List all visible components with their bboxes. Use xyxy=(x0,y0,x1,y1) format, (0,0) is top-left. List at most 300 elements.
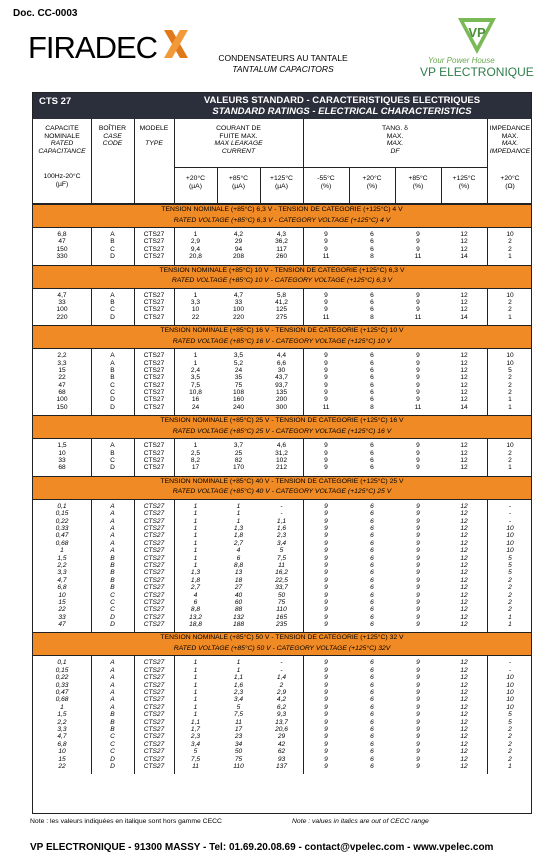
table-cell: 6 xyxy=(370,561,374,569)
table-cell: 12 xyxy=(460,740,468,748)
table-cell: CTS27 xyxy=(143,374,165,382)
table-cell: CTS27 xyxy=(143,359,165,367)
table-row xyxy=(33,711,531,718)
table-cell: 2,2 xyxy=(57,718,67,726)
table-cell: 9 xyxy=(324,598,328,606)
table-cell: 36,2 xyxy=(275,238,288,246)
table-cell: 2,3 xyxy=(233,689,244,697)
table-cell: 6 xyxy=(370,381,374,389)
table-cell: - xyxy=(508,666,512,674)
table-cell: 29 xyxy=(234,238,243,246)
table-cell: 12 xyxy=(460,621,468,629)
header-df-m55: -55°C (%) xyxy=(317,175,335,190)
table-row xyxy=(33,555,531,562)
table-cell: 9 xyxy=(416,532,420,540)
table-cell: 15 xyxy=(58,366,66,374)
table-body xyxy=(33,204,531,774)
table-row xyxy=(33,518,531,525)
table-cell: 1,5 xyxy=(57,442,67,450)
table-cell: 6 xyxy=(370,524,374,532)
table-cell: CTS27 xyxy=(143,352,165,360)
table-cell: 1 xyxy=(193,359,198,367)
table-cell: 11 xyxy=(322,313,330,321)
table-cell: - xyxy=(280,659,283,667)
table-cell: B xyxy=(110,238,115,246)
table-cell: 15 xyxy=(58,598,66,606)
table-cell: 6 xyxy=(370,464,374,472)
table-cell: 22,5 xyxy=(275,576,288,584)
table-cell: 6 xyxy=(370,449,374,457)
table-cell: 62 xyxy=(277,748,286,756)
table-cell: 12 xyxy=(460,457,468,465)
table-cell: 117 xyxy=(276,245,287,253)
table-cell: 220 xyxy=(232,313,244,321)
table-cell: 1 xyxy=(236,502,241,510)
table-cell: 3,4 xyxy=(233,696,244,704)
table-cell: 125 xyxy=(275,306,287,314)
table-cell: 11 xyxy=(322,253,330,261)
table-cell: 9 xyxy=(416,396,420,404)
vp-logo-icon xyxy=(454,10,500,56)
voltage-band-fr: TENSION NOMINALE (+85°C) 6,3 V - TENSION DE CATEGORIE (+125°C) 4 V xyxy=(161,206,403,213)
table-cell: 6 xyxy=(370,231,374,238)
voltage-group xyxy=(33,500,531,633)
table-cell: 12 xyxy=(460,762,468,770)
table-row xyxy=(33,667,531,674)
table-cell: 10 xyxy=(191,306,200,314)
table-row xyxy=(33,592,531,599)
table-cell: 22 xyxy=(191,313,200,321)
table-cell: 12 xyxy=(460,591,468,599)
table-cell: 12 xyxy=(460,464,468,472)
table-cell: 108 xyxy=(232,389,244,397)
table-cell: 9 xyxy=(416,374,420,382)
table-row xyxy=(33,231,531,238)
table-row xyxy=(33,503,531,510)
table-cell: CTS27 xyxy=(143,532,165,540)
table-cell: 6 xyxy=(370,681,374,689)
table-cell: 6 xyxy=(370,238,374,246)
table-cell: - xyxy=(280,510,283,518)
table-cell: 9 xyxy=(416,740,420,748)
table-cell: B xyxy=(110,718,115,726)
table-cell: 6 xyxy=(370,733,374,741)
table-cell: 4,7 xyxy=(57,576,67,584)
table-cell: CTS27 xyxy=(143,689,165,697)
table-cell: 110 xyxy=(276,606,287,614)
table-cell: 9 xyxy=(324,576,328,584)
voltage-group xyxy=(33,439,531,476)
table-cell: CTS27 xyxy=(143,366,165,374)
table-cell: 9 xyxy=(324,762,328,770)
table-cell: 260 xyxy=(275,253,287,261)
table-cell: 9 xyxy=(416,576,420,584)
table-cell: A xyxy=(110,703,115,711)
firadec-x-logo-icon xyxy=(164,30,188,58)
table-row xyxy=(33,299,531,306)
table-row xyxy=(33,396,531,403)
voltage-band-fr: TENSION NOMINALE (+85°C) 16 V - TENSION DE CATEGORIE (+125°C) 10 V xyxy=(160,327,404,335)
table-cell: 22 xyxy=(58,374,66,382)
table-cell: 9 xyxy=(416,449,420,457)
table-cell: 9 xyxy=(416,674,420,682)
table-cell: A xyxy=(110,231,115,238)
table-cell: 1,8 xyxy=(233,532,244,540)
table-cell: 1,7 xyxy=(190,725,201,733)
table-row xyxy=(33,389,531,396)
table-cell: 1 xyxy=(508,464,512,472)
table-cell: 20,8 xyxy=(189,253,202,261)
table-cell: 6 xyxy=(370,359,374,367)
table-cell: D xyxy=(110,253,115,261)
table-cell: 12 xyxy=(460,659,468,667)
table-cell: A xyxy=(110,359,115,367)
table-cell: 0,22 xyxy=(55,674,69,682)
table-cell: 4,3 xyxy=(276,231,287,238)
table-cell: 24 xyxy=(234,366,243,374)
subtitle xyxy=(208,53,358,75)
table-cell: 9 xyxy=(324,718,328,726)
table-cell: 9 xyxy=(324,442,328,450)
table-cell: C xyxy=(110,381,115,389)
table-cell: 1,8 xyxy=(190,576,201,584)
table-cell: C xyxy=(110,245,115,253)
voltage-band-en: RATED VOLTAGE (+85°C) 16 V - CATEGORY VOLTAGE (+125°C) 10 V xyxy=(172,337,392,345)
table-cell: 1,1 xyxy=(276,517,287,525)
table-cell: CTS27 xyxy=(143,389,165,397)
table-cell: 9 xyxy=(324,613,328,621)
table-cell: 188 xyxy=(232,621,244,629)
note-fr: Note : les valeurs indiquées en italique sont hors gamme CECC xyxy=(30,818,222,825)
table-cell: 6 xyxy=(370,755,374,763)
table-cell: 23 xyxy=(234,733,243,741)
table-cell: 137 xyxy=(275,762,287,770)
table-cell: 9 xyxy=(416,359,420,367)
vp-logo xyxy=(420,10,534,85)
table-cell: CTS27 xyxy=(143,696,165,704)
table-cell: 12 xyxy=(460,291,468,299)
table-cell: 9 xyxy=(416,298,420,306)
voltage-band xyxy=(33,632,531,656)
table-cell: 6 xyxy=(370,659,374,667)
table-cell: 6 xyxy=(370,291,374,299)
table-cell: 29 xyxy=(277,733,286,741)
ratings-table xyxy=(32,92,532,814)
voltage-group xyxy=(33,228,531,265)
table-cell: 1 xyxy=(193,659,198,667)
table-cell: 9 xyxy=(416,591,420,599)
table-cell: CTS27 xyxy=(143,238,165,246)
table-cell: 9 xyxy=(324,755,328,763)
table-cell: CTS27 xyxy=(143,510,165,518)
table-cell: CTS27 xyxy=(143,313,165,321)
table-cell: 12 xyxy=(460,696,468,704)
table-cell: CTS27 xyxy=(143,396,165,404)
table-row xyxy=(33,253,531,260)
header-case-code: BOÎTIER CASE CODE xyxy=(98,125,127,148)
table-row xyxy=(33,314,531,321)
table-cell: - xyxy=(508,517,512,525)
table-cell: 11 xyxy=(192,762,199,770)
table-cell: 12 xyxy=(460,598,468,606)
table-cell: 3,3 xyxy=(57,359,67,367)
table-cell: 11 xyxy=(322,403,330,411)
header-impedance: IMPEDANCE MAX. MAX. IMPEDANCE xyxy=(489,125,531,155)
table-cell: 9 xyxy=(416,755,420,763)
table-cell: 12 xyxy=(460,539,468,547)
table-cell: 1,5 xyxy=(57,711,67,719)
table-cell: 4,7 xyxy=(233,291,244,299)
table-cell: 9 xyxy=(324,547,328,555)
table-cell: 50 xyxy=(234,748,243,756)
table-cell: A xyxy=(110,524,115,532)
table-cell: 47 xyxy=(58,238,66,246)
table-cell: CTS27 xyxy=(143,725,165,733)
table-cell: 3,5 xyxy=(233,352,244,360)
table-cell: 35 xyxy=(234,374,243,382)
table-cell: CTS27 xyxy=(143,674,165,682)
table-cell: 75 xyxy=(234,381,243,389)
table-cell: 4,7 xyxy=(57,733,67,741)
footer-contact: VP ELECTRONIQUE - 91300 MASSY - Tel: 01.69.20.08.69 - contact@vpelec.com - www.vpelec.com xyxy=(30,842,494,853)
table-cell: CTS27 xyxy=(143,306,165,314)
table-cell: CTS27 xyxy=(143,681,165,689)
voltage-band-en: RATED VOLTAGE (+85°C) 10 V - CATEGORY VOLTAGE (+125°C) 6,3 V xyxy=(171,277,393,285)
voltage-band xyxy=(33,325,531,349)
voltage-band-en: RATED VOLTAGE (+85°C) 6,3 V - CATEGORY VOLTAGE (+125°C) 4 V xyxy=(173,216,391,224)
table-cell: 10 xyxy=(58,591,66,599)
table-cell: 3,3 xyxy=(190,298,201,306)
table-title-en: STANDARD RATINGS - ELECTRICAL CHARACTERISTICS xyxy=(212,106,472,117)
table-cell: 0,47 xyxy=(55,532,69,540)
table-cell: 0,68 xyxy=(55,696,69,704)
table-cell: 9 xyxy=(416,748,420,756)
table-cell: 2 xyxy=(508,598,512,606)
table-cell: D xyxy=(110,403,115,411)
table-cell: 6 xyxy=(370,547,374,555)
table-cell: 9 xyxy=(416,621,420,629)
table-cell: 9 xyxy=(416,718,420,726)
table-cell: 9 xyxy=(324,306,328,314)
table-cell: 6 xyxy=(370,718,374,726)
table-cell: 1 xyxy=(236,666,241,674)
table-cell: 9 xyxy=(416,689,420,697)
table-cell: 10 xyxy=(58,449,66,457)
table-row xyxy=(33,382,531,389)
header-df-125: +125°C (%) xyxy=(452,175,476,190)
table-cell: 24 xyxy=(191,403,200,411)
table-cell: 9 xyxy=(416,457,420,465)
table-cell: 60 xyxy=(234,598,243,606)
table-cell: 2,9 xyxy=(276,689,287,697)
table-cell: 3,4 xyxy=(276,539,287,547)
table-cell: 12 xyxy=(460,449,468,457)
voltage-group xyxy=(33,349,531,415)
table-cell: 22 xyxy=(58,762,66,770)
table-cell: 12 xyxy=(460,561,468,569)
table-cell: 9 xyxy=(324,502,328,510)
table-cell: 6 xyxy=(370,711,374,719)
header-impedance-unit: +20°C (Ω) xyxy=(500,175,520,190)
table-cell: 3,4 xyxy=(190,740,201,748)
table-cell: CTS27 xyxy=(143,464,165,472)
table-row xyxy=(33,525,531,532)
table-cell: 12 xyxy=(460,381,468,389)
table-cell: 9 xyxy=(324,740,328,748)
table-cell: C xyxy=(110,733,115,741)
table-cell: 2 xyxy=(508,245,512,253)
table-cell: 9 xyxy=(416,245,420,253)
table-cell: 75 xyxy=(234,755,243,763)
table-cell: CTS27 xyxy=(143,539,165,547)
table-cell: B xyxy=(110,366,115,374)
table-cell: 10 xyxy=(58,748,66,756)
table-cell: 9 xyxy=(416,659,420,667)
table-row xyxy=(33,442,531,449)
table-cell: 1 xyxy=(193,547,198,555)
table-cell: 2 xyxy=(508,381,512,389)
table-cell: 1,6 xyxy=(276,524,287,532)
table-cell: 2 xyxy=(508,374,512,382)
table-cell: 6 xyxy=(236,554,241,562)
table-cell: 9 xyxy=(416,306,420,314)
table-cell: 132 xyxy=(232,613,244,621)
header-model: MODELE TYPE xyxy=(139,125,169,147)
table-cell: 93,7 xyxy=(275,381,288,389)
table-cell: 0,1 xyxy=(57,659,67,667)
voltage-band xyxy=(33,204,531,228)
table-cell: 8 xyxy=(370,253,374,261)
table-cell: 25 xyxy=(234,449,243,457)
table-cell: 6 xyxy=(370,554,374,562)
table-cell: 16,2 xyxy=(275,569,288,577)
table-cell: 8,2 xyxy=(190,457,201,465)
table-cell: CTS27 xyxy=(143,561,165,569)
table-cell: C xyxy=(110,306,115,314)
table-cell: 1 xyxy=(193,689,198,697)
table-cell: 6 xyxy=(370,389,374,397)
table-cell: 18 xyxy=(234,576,243,584)
voltage-band-en: RATED VOLTAGE (+85°C) 50 V - CATEGORY VOLTAGE (+125°C) 32V xyxy=(173,644,391,652)
table-row xyxy=(33,614,531,621)
table-cell: 102 xyxy=(275,457,287,465)
table-cell: 9 xyxy=(324,674,328,682)
table-cell: 6 xyxy=(370,748,374,756)
table-cell: 1 xyxy=(193,666,198,674)
table-cell: 50 xyxy=(277,591,286,599)
header-df-85: +85°C (%) xyxy=(408,175,428,190)
table-cell: A xyxy=(110,352,115,360)
table-row xyxy=(33,562,531,569)
table-row xyxy=(33,689,531,696)
table-cell: 2 xyxy=(508,306,512,314)
table-row xyxy=(33,726,531,733)
table-cell: 4,2 xyxy=(276,696,287,704)
table-cell: A xyxy=(110,442,115,450)
table-cell: B xyxy=(110,374,115,382)
table-cell: 10 xyxy=(506,696,514,704)
table-cell: 8,8 xyxy=(190,606,201,614)
table-row xyxy=(33,569,531,576)
table-cell: 10 xyxy=(506,547,514,555)
table-cell: B xyxy=(110,554,115,562)
table-cell: 12 xyxy=(460,569,468,577)
table-cell: A xyxy=(110,674,115,682)
table-cell: 9 xyxy=(324,532,328,540)
table-cell: 9 xyxy=(416,366,420,374)
table-cell: 10 xyxy=(506,359,514,367)
table-row xyxy=(33,621,531,628)
table-cell: 22 xyxy=(58,606,66,614)
table-cell: D xyxy=(110,755,115,763)
table-row xyxy=(33,532,531,539)
table-cell: - xyxy=(280,666,283,674)
table-cell: CTS27 xyxy=(143,762,165,770)
table-cell: CTS27 xyxy=(143,666,165,674)
table-cell: 2 xyxy=(508,576,512,584)
table-cell: B xyxy=(110,725,115,733)
table-cell: 1 xyxy=(193,517,198,525)
table-cell: 6 xyxy=(370,352,374,360)
table-cell: A xyxy=(110,291,115,299)
table-cell: 4 xyxy=(193,591,198,599)
subtitle-fr: CONDENSATEURS AU TANTALE xyxy=(218,53,348,63)
table-cell: CTS27 xyxy=(143,598,165,606)
table-cell: CTS27 xyxy=(143,659,165,667)
voltage-band-fr: TENSION NOMINALE (+85°C) 25 V - TENSION DE CATEGORIE (+125°C) 16 V xyxy=(160,417,404,425)
table-cell: 10,8 xyxy=(189,389,202,397)
table-cell: 1 xyxy=(508,253,512,261)
table-cell: 235 xyxy=(275,621,287,629)
table-cell: 11 xyxy=(414,253,422,261)
table-cell: 2 xyxy=(508,725,512,733)
table-cell: 6 xyxy=(370,298,374,306)
table-cell: D xyxy=(110,464,115,472)
table-cell: 4 xyxy=(236,547,241,555)
voltage-band-fr: TENSION NOMINALE (+85°C) 10 V - TENSION DE CATEGORIE (+125°C) 6,3 V xyxy=(159,266,405,274)
table-cell: 12 xyxy=(460,359,468,367)
table-row xyxy=(33,763,531,770)
table-cell: 9 xyxy=(416,606,420,614)
table-cell: 41,2 xyxy=(275,298,288,306)
table-cell: CTS27 xyxy=(143,621,165,629)
table-cell: 12 xyxy=(460,718,468,726)
table-cell: 9 xyxy=(324,245,328,253)
table-cell: 9 xyxy=(324,591,328,599)
table-cell: 6 xyxy=(370,569,374,577)
table-cell: 6 xyxy=(370,532,374,540)
table-cell: 9 xyxy=(416,352,420,360)
table-cell: 0,15 xyxy=(55,666,69,674)
table-row xyxy=(33,577,531,584)
table-cell: D xyxy=(110,621,115,629)
table-cell: 9 xyxy=(416,569,420,577)
table-cell: 5 xyxy=(193,748,198,756)
table-title-fr: VALEURS STANDARD - CARACTERISTIQUES ELECTRIQUES xyxy=(203,95,481,106)
table-cell: 12 xyxy=(460,532,468,540)
table-cell: 9,3 xyxy=(276,711,287,719)
table-cell: 1,4 xyxy=(276,674,287,682)
table-cell: 6 xyxy=(370,703,374,711)
table-cell: CTS27 xyxy=(143,569,165,577)
table-row xyxy=(33,547,531,554)
table-cell: 0,68 xyxy=(55,539,69,547)
table-cell: 1 xyxy=(193,502,198,510)
table-cell: 9 xyxy=(416,547,420,555)
table-cell: 0,15 xyxy=(55,510,69,518)
table-cell: 1 xyxy=(193,352,198,360)
header-leakage: COURANT DE FUITE MAX. MAX LEAKAGE CURRENT xyxy=(214,125,263,155)
